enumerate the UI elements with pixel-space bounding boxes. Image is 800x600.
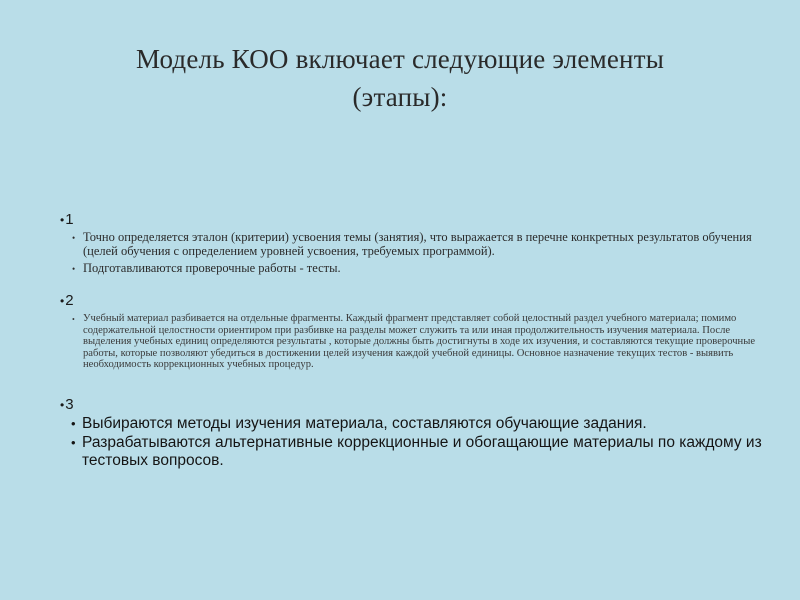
bullet-icon: •: [71, 435, 76, 450]
slide-title: [60, 40, 740, 116]
section-1-heading: [60, 210, 775, 230]
list-item: [60, 230, 775, 258]
list-item-text: Подготавливаются проверочные работы - тесты.: [83, 261, 341, 275]
list-item: [60, 261, 775, 275]
section-2-heading: [60, 291, 775, 311]
section-3: [60, 395, 775, 470]
bullet-icon: •: [72, 233, 76, 243]
section-1: [60, 210, 775, 275]
section-1-list: [60, 230, 775, 275]
slide-content: [60, 210, 775, 471]
list-item-text: Разрабатываются альтернативные коррекционные и обогащающие материалы по каждому из тестовых вопросов.: [82, 434, 762, 469]
bullet-icon: •: [60, 213, 65, 227]
bullet-icon: •: [72, 315, 75, 324]
list-item-text: Выбираются методы изучения материала, составляются обучающие задания.: [82, 414, 647, 432]
list-item: [60, 313, 775, 371]
section-number: 1: [65, 211, 74, 228]
list-item-text: Точно определяется эталон (критерии) усвоения темы (занятия), что выражается в перечне конкретных результатов обучения (целей обучения с определением уровней усвоения, требуемых программой).: [83, 230, 752, 258]
section-number: 3: [65, 395, 74, 413]
section-number: 2: [65, 292, 74, 309]
list-item: [60, 434, 775, 469]
list-item: [60, 415, 775, 433]
bullet-icon: •: [72, 264, 76, 274]
title-line-2: (этапы):: [352, 82, 448, 112]
section-3-heading: [60, 395, 775, 415]
section-3-list: [60, 415, 775, 470]
section-2-list: [60, 313, 775, 371]
list-item-text: Учебный материал разбивается на отдельные фрагменты. Каждый фрагмент представляет собой целостный раздел учебного материала; помимо содержательной целостности ориентиром при разбивке на разделы может служить та или иная продолжительность изучения материала. После выделения учебных единиц определяются результаты , которые должны быть достигнуты в ходе их изучения, и составляются текущие проверочные работы, которые позволяют убедиться в достижении целей изучения каждой учебной единицы. Основное назначение текущих тестов - выявить необходимость коррекционных учебных процедур.: [83, 313, 756, 370]
bullet-icon: •: [71, 415, 76, 431]
bullet-icon: •: [60, 397, 65, 412]
bullet-icon: •: [60, 294, 65, 308]
section-2: [60, 291, 775, 371]
title-line-1: Модель КОО включает следующие элементы: [135, 44, 665, 74]
